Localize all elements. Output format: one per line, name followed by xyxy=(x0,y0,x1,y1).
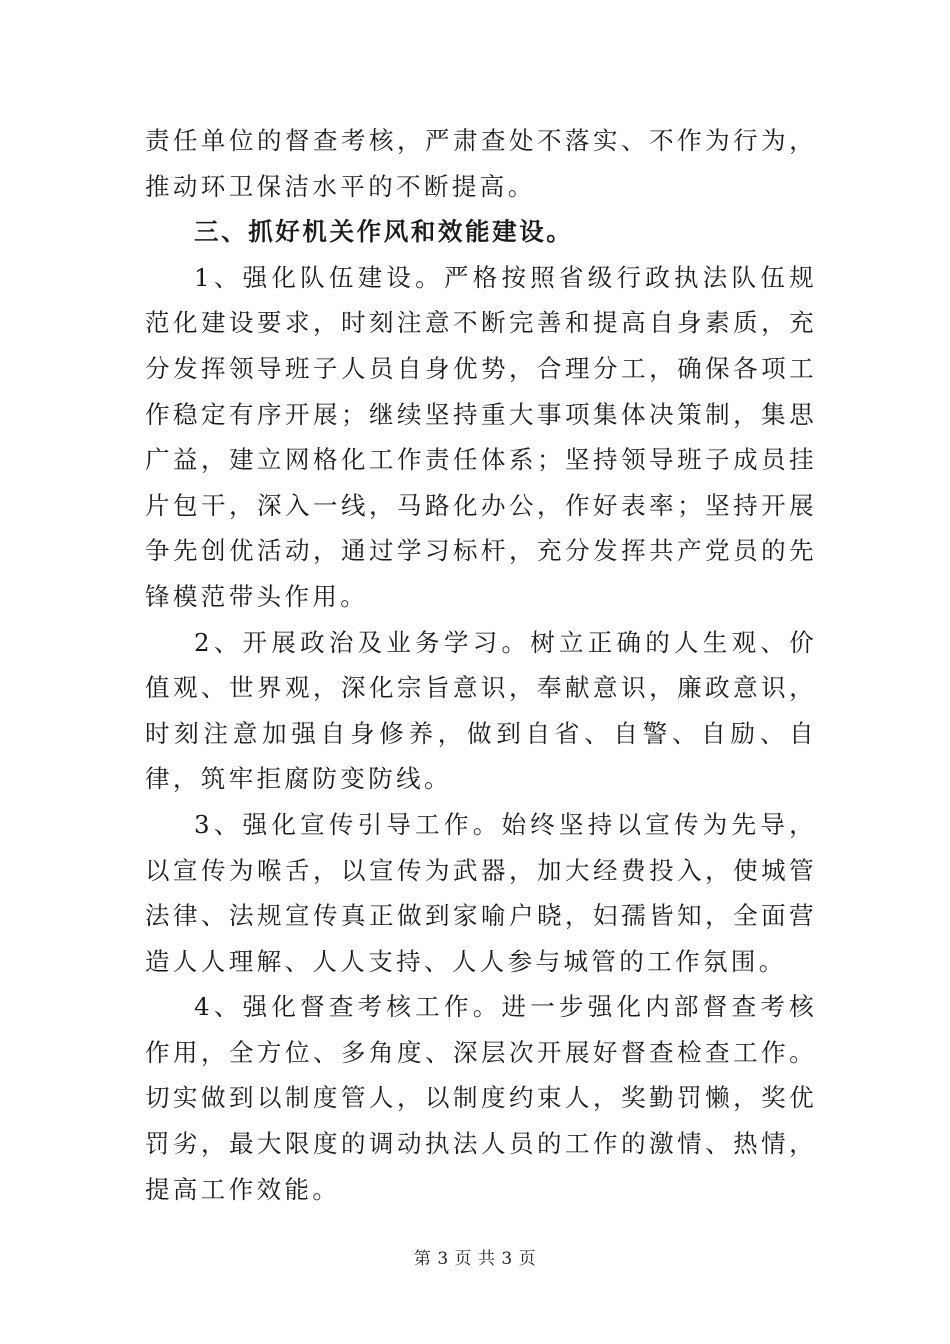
paragraph-continuation: 责任单位的督查考核，严肃查处不落实、不作为行为，推动环卫保洁水平的不断提高。 xyxy=(145,126,817,201)
page-number-footer: 第 3 页 共 3 页 xyxy=(413,1249,537,1269)
section-heading: 三、抓好机关作风和效能建设。 xyxy=(194,217,574,247)
paragraph-item-3: 3、强化宣传引导工作。始终坚持以宣传为先导，以宣传为喉舌，以宣传为武器，加大经费投入，使城管法律、法规宣传真正做到家喻户晓，妇孺皆知，全面营造人人理解、人人支持、人人参与城管的工作氛围。 xyxy=(145,809,817,976)
paragraph-item-4: 4、强化督查考核工作。进一步强化内部督查考核作用，全方位、多角度、深层次开展好督查检查工作。切实做到以制度管人，以制度约束人，奖勤罚懒，奖优罚劣，最大限度的调动执法人员的工作的激情、热情，提高工作效能。 xyxy=(145,992,817,1204)
document-body xyxy=(145,118,817,1212)
paragraph-item-1: 1、强化队伍建设。严格按照省级行政执法队伍规范化建设要求，时刻注意不断完善和提高自身素质，充分发挥领导班子人员自身优势，合理分工，确保各项工作稳定有序开展；继续坚持重大事项集体决策制，集思广益，建立网格化工作责任体系；坚持领导班子成员挂片包干，深入一线，马路化办公，作好表率；坚持开展争先创优活动，通过学习标杆，充分发挥共产党员的先锋模范带头作用。 xyxy=(145,262,817,611)
paragraph-item-2: 2、开展政治及业务学习。树立正确的人生观、价值观、世界观，深化宗旨意识，奉献意识，廉政意识，时刻注意加强自身修养，做到自省、自警、自励、自律，筑牢拒腐防变防线。 xyxy=(145,627,817,794)
